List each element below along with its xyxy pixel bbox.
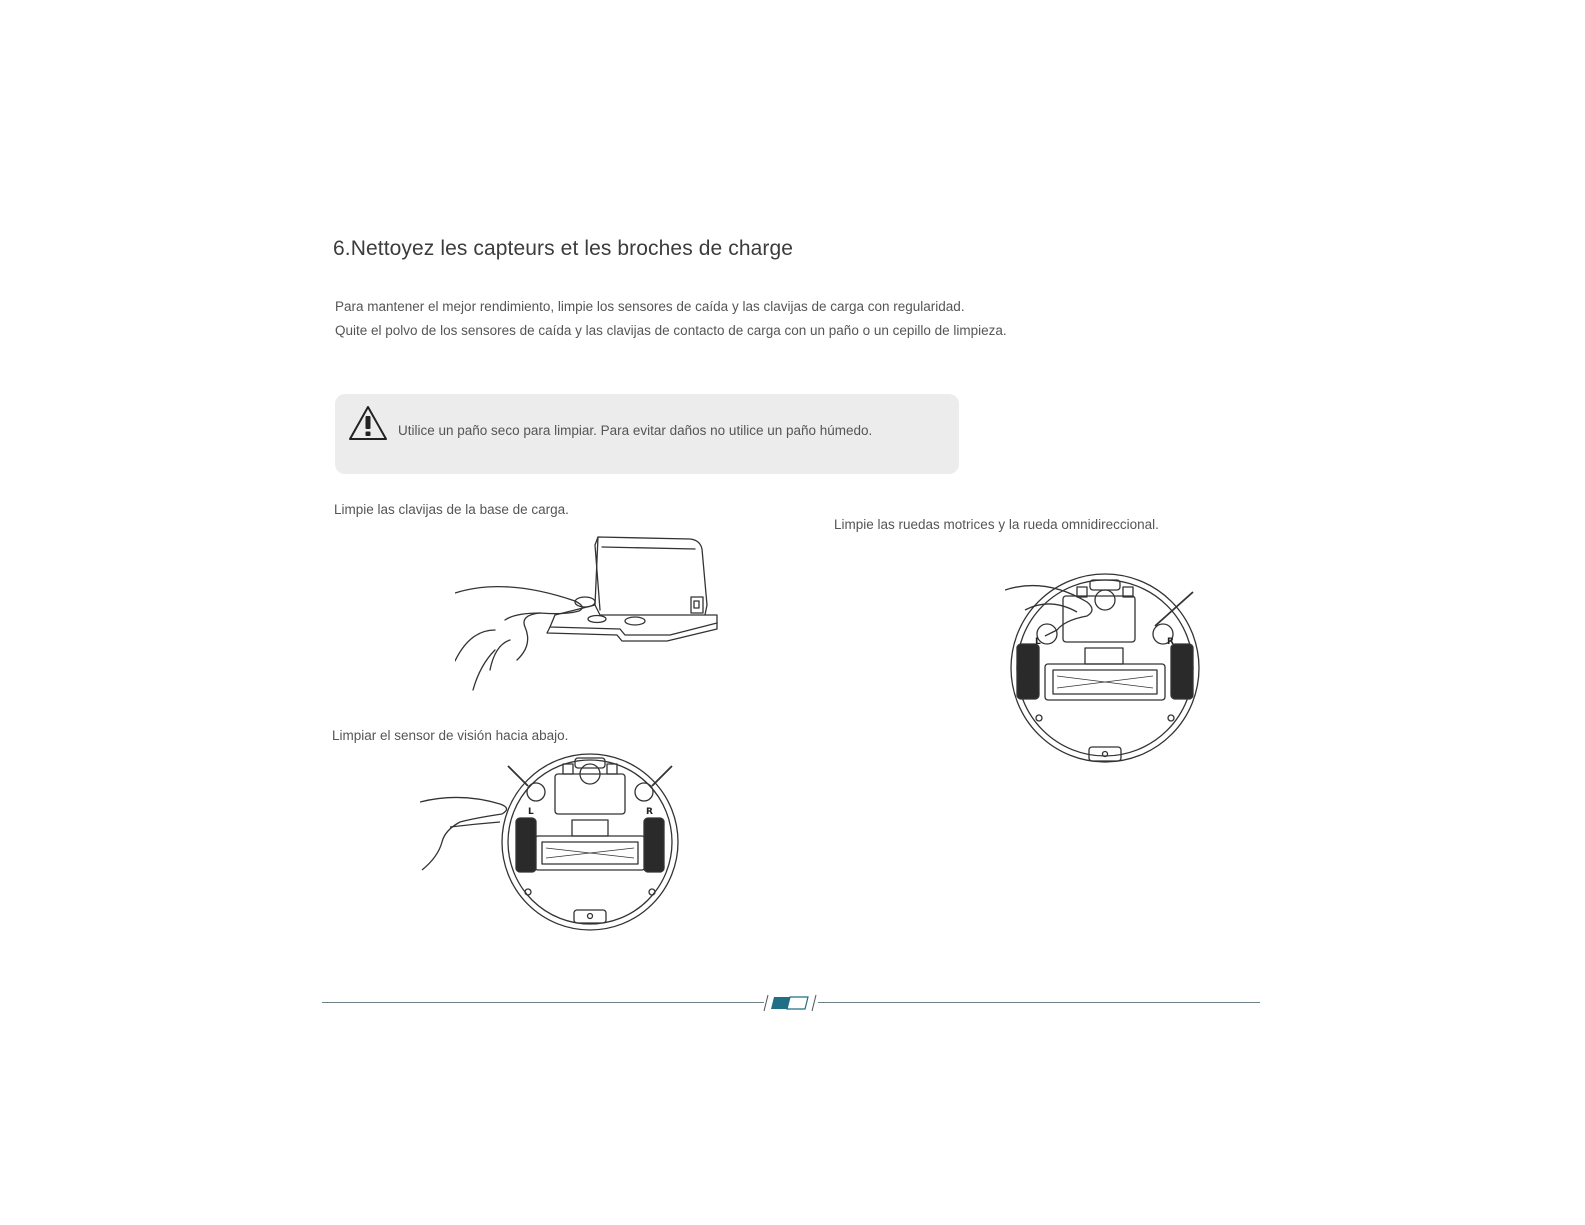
caption-dock-pins: Limpie las clavijas de la base de carga. <box>334 502 569 517</box>
page-marker-icon <box>762 993 818 1013</box>
section-title: 6.Nettoyez les capteurs et les broches de charge <box>333 237 794 260</box>
warning-text: Utilice un paño seco para limpiar. Para evitar daños no utilice un paño húmedo. <box>398 423 873 438</box>
robot-right-label: R <box>1167 637 1174 647</box>
intro-line-1: Para mantener el mejor rendimiento, limpie los sensores de caída y las clavijas de carga con regularidad. <box>335 299 965 314</box>
robot-right-label-2: R <box>646 807 653 817</box>
warning-box <box>335 394 959 474</box>
robot-left-label: L <box>1035 637 1041 647</box>
caption-vision-sensor: Limpiar el sensor de visión hacia abajo. <box>332 728 569 743</box>
warning-triangle-icon <box>347 404 389 442</box>
footer-rule-left <box>322 1002 764 1003</box>
intro-line-2: Quite el polvo de los sensores de caída y las clavijas de contacto de carga con un paño o un cepillo de limpieza. <box>335 323 1007 338</box>
robot-left-label-2: L <box>528 807 534 817</box>
robot-underside-vision-sensor-illustration <box>420 752 690 937</box>
caption-drive-wheels: Limpie las ruedas motrices y la rueda omnidireccional. <box>834 517 1159 532</box>
charging-dock-illustration <box>455 535 735 700</box>
robot-underside-wheels-illustration <box>1005 572 1205 772</box>
footer-rule-right <box>818 1002 1260 1003</box>
